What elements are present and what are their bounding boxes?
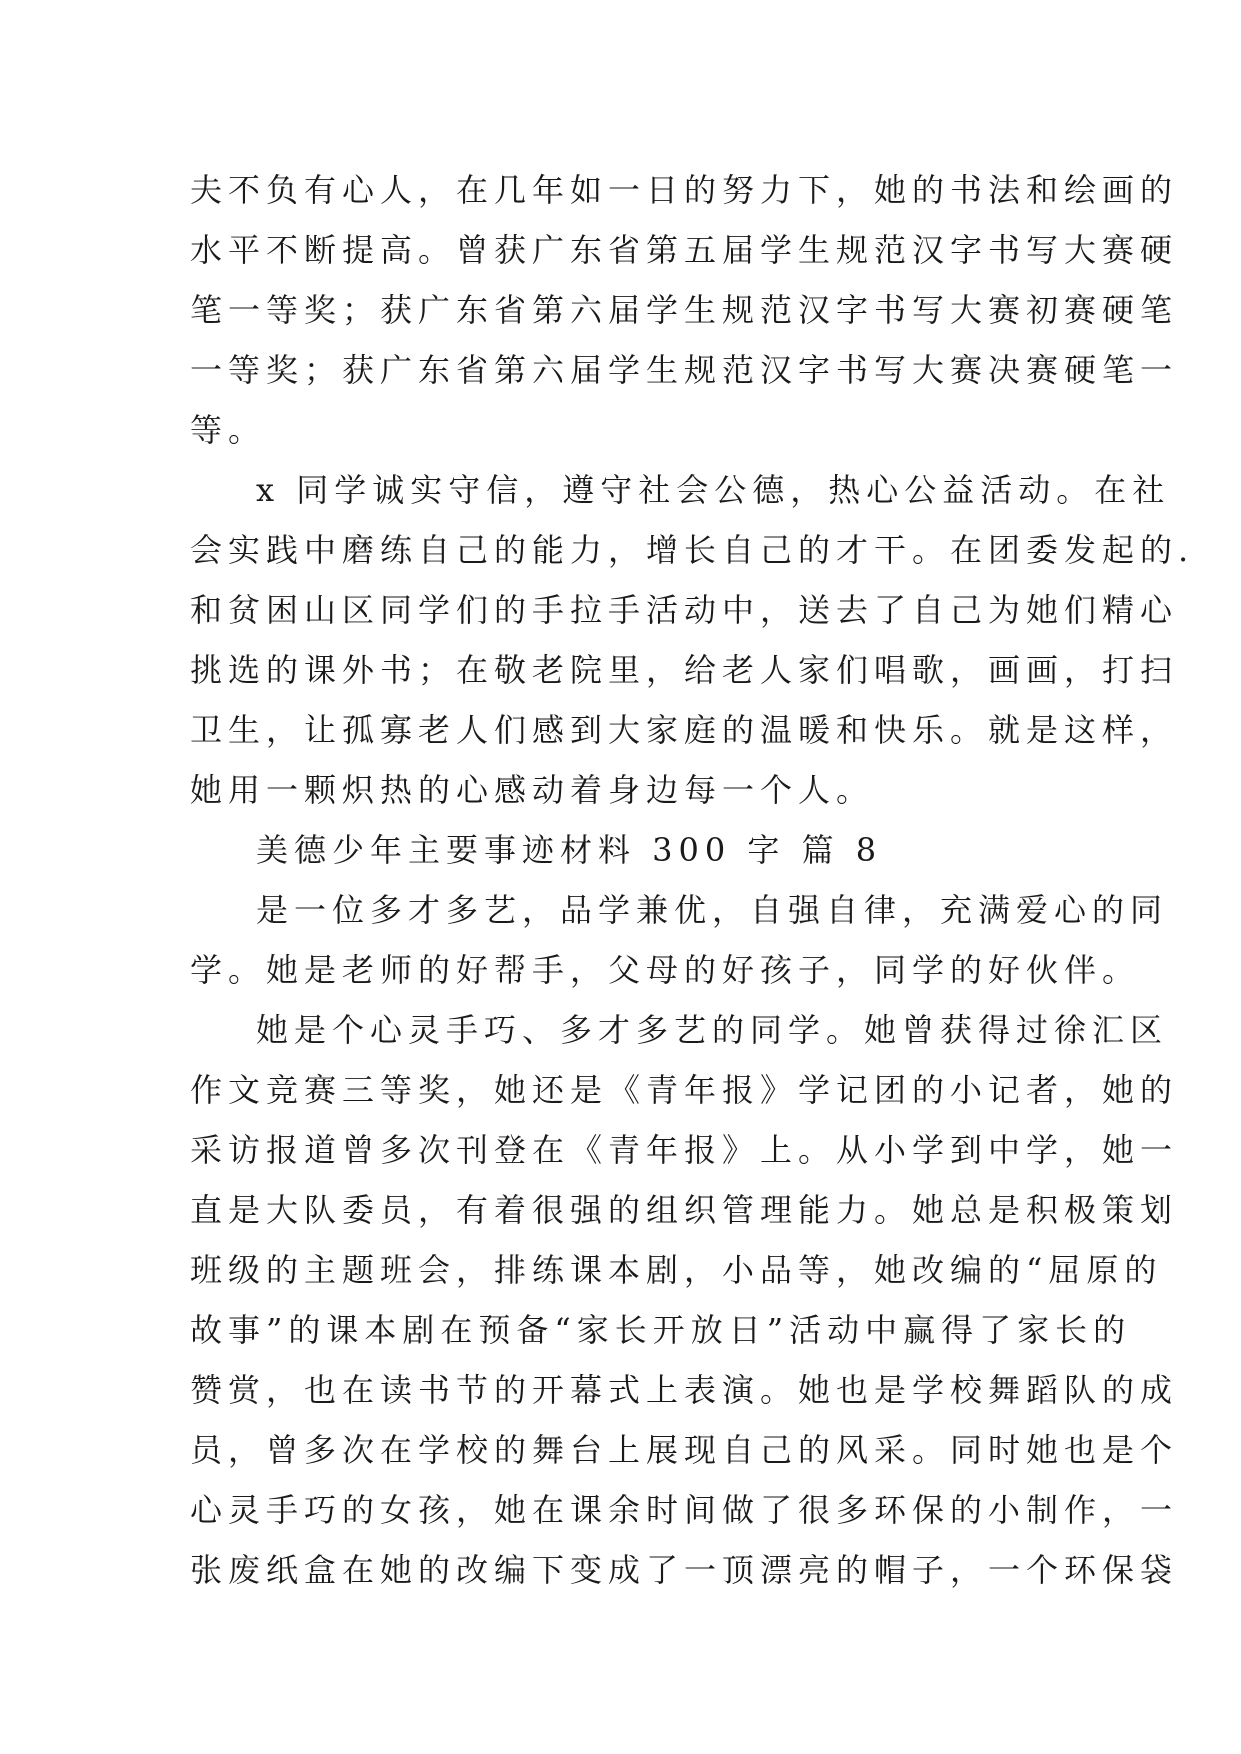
body-text: [190, 160, 1195, 1600]
text-line: 学。她是老师的好帮手，父母的好孩子，同学的好伙伴。: [190, 951, 1141, 989]
text-line: 夫不负有心人，在几年如一日的努力下，她的书法和绘画的: [190, 171, 1179, 209]
text-line: 心灵手巧的女孩，她在课余时间做了很多环保的小制作，一: [190, 1491, 1179, 1529]
text-line: 采访报道曾多次刊登在《青年报》上。从小学到中学，她一: [190, 1131, 1179, 1169]
text-line: 卫生，让孤寡老人们感到大家庭的温暖和快乐。就是这样，: [190, 711, 1179, 749]
text-line: 和贫困山区同学们的手拉手活动中，送去了自己为她们精心: [190, 591, 1179, 629]
text-line: 水平不断提高。曾获广东省第五届学生规范汉字书写大赛硬: [190, 231, 1179, 269]
paragraph-start-line: 她是个心灵手巧、多才多艺的同学。她曾获得过徐汇区: [256, 1011, 1169, 1049]
text-line: 一等奖；获广东省第六届学生规范汉字书写大赛决赛硬笔一: [190, 351, 1179, 389]
text-line: 员，曾多次在学校的舞台上展现自己的风采。同时她也是个: [190, 1431, 1179, 1469]
text-line: 直是大队委员，有着很强的组织管理能力。她总是积极策划: [190, 1191, 1179, 1229]
text-line: 等。: [190, 411, 267, 449]
paragraph-start-line: x 同学诚实守信，遵守社会公德，热心公益活动。在社: [256, 471, 1171, 509]
text-line: 故事”的课本剧在预备“家长开放日”活动中赢得了家长的: [190, 1311, 1132, 1349]
text-line: 挑选的课外书；在敬老院里，给老人家们唱歌，画画，打扫: [190, 651, 1179, 689]
text-line: 班级的主题班会，排练课本剧，小品等，她改编的“屈原的: [190, 1251, 1163, 1289]
paragraph-start-line: 是一位多才多艺，品学兼优，自强自律，充满爱心的同: [256, 891, 1169, 929]
text-line: 会实践中磨练自己的能力，增长自己的才干。在团委发起的.: [190, 531, 1195, 569]
text-line: 赞赏，也在读书节的开幕式上表演。她也是学校舞蹈队的成: [190, 1371, 1179, 1409]
text-line: 作文竞赛三等奖，她还是《青年报》学记团的小记者，她的: [190, 1071, 1179, 1109]
text-line: 笔一等奖；获广东省第六届学生规范汉字书写大赛初赛硬笔: [190, 291, 1179, 329]
text-line: 她用一颗炽热的心感动着身边每一个人。: [190, 771, 875, 809]
text-line: 张废纸盒在她的改编下变成了一顶漂亮的帽子，一个环保袋: [190, 1551, 1179, 1589]
section-heading: 美德少年主要事迹材料 300 字 篇 8: [256, 831, 883, 869]
